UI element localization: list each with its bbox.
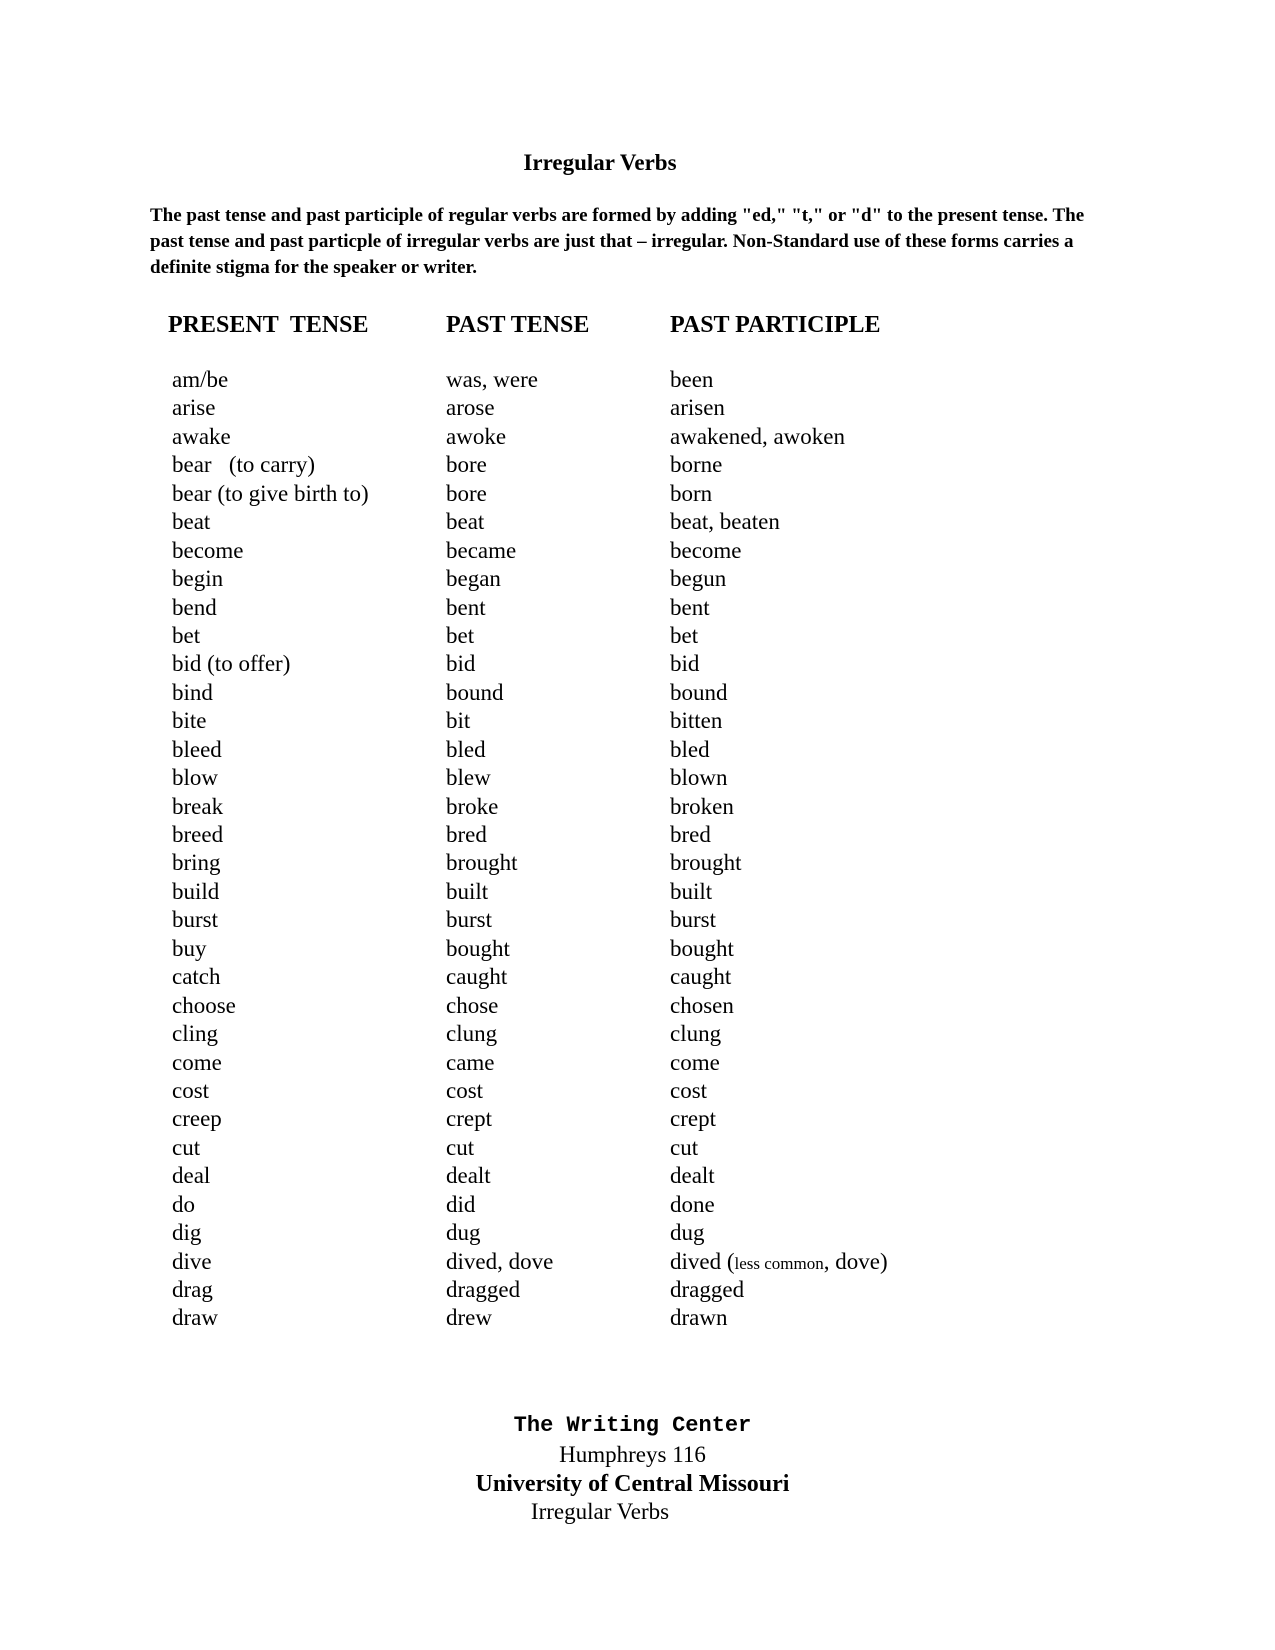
present-tense-cell: catch xyxy=(172,964,221,990)
present-tense-cell: buy xyxy=(172,935,207,961)
present-tense-cell: beat xyxy=(172,509,211,535)
past-tense-cell: bore xyxy=(446,452,487,478)
past-participle-cell: arisen xyxy=(670,395,725,421)
present-tense-cell: cut xyxy=(172,1134,201,1160)
past-tense-cell: bet xyxy=(446,622,475,648)
past-tense-cell: dived, dove xyxy=(446,1248,554,1274)
present-tense-cell: build xyxy=(172,878,220,904)
present-tense-cell: bend xyxy=(172,594,217,620)
past-tense-cell: drew xyxy=(446,1305,492,1331)
past-tense-cell: beat xyxy=(446,509,485,535)
past-tense-cell: clung xyxy=(446,1021,498,1047)
past-participle-cell: built xyxy=(670,878,713,904)
present-tense-cell: do xyxy=(172,1191,195,1217)
present-tense-cell: creep xyxy=(172,1106,222,1132)
past-participle-cell: dealt xyxy=(670,1163,715,1189)
past-tense-cell: cost xyxy=(446,1077,484,1103)
intro-paragraph: The past tense and past participle of regular verbs are formed by adding "ed," "t," or "d" to the present tense. The past tense and past particple of irregular verbs are just that – irregular. Non-Standard use of these forms carries a definite stigma for the speaker or writer. xyxy=(150,205,1085,278)
past-participle-cell: caught xyxy=(670,964,732,990)
past-participle-text-end: , dove) xyxy=(823,1248,888,1274)
past-tense-cell: became xyxy=(446,537,517,563)
past-tense-cell: bound xyxy=(446,679,504,705)
present-tense-cell: become xyxy=(172,537,244,563)
past-participle-column xyxy=(670,366,888,1333)
page-title: Irregular Verbs xyxy=(523,150,677,175)
present-tense-cell: blow xyxy=(172,765,218,791)
past-participle-cell: bent xyxy=(670,594,710,620)
present-tense-cell: arise xyxy=(172,395,216,421)
present-tense-cell: bear (to carry) xyxy=(172,452,316,478)
past-tense-cell: bore xyxy=(446,480,487,506)
present-tense-cell: cost xyxy=(172,1077,210,1103)
header-present-tense: PRESENT TENSE xyxy=(168,312,369,338)
past-participle-cell: brought xyxy=(670,850,742,876)
present-tense-cell: drag xyxy=(172,1277,213,1302)
past-participle-cell: awakened, awoken xyxy=(670,423,845,449)
past-participle-cell xyxy=(670,1248,888,1276)
present-tense-cell: bid (to offer) xyxy=(172,651,291,677)
footer-document-name: Irregular Verbs xyxy=(530,1499,670,1524)
present-tense-cell: bear (to give birth to) xyxy=(172,480,369,506)
past-tense-cell: dragged xyxy=(446,1277,521,1302)
present-tense-cell: bite xyxy=(172,708,207,734)
past-tense-cell: blew xyxy=(446,765,491,791)
header-past-tense: PAST TENSE xyxy=(446,312,590,338)
present-tense-cell: bring xyxy=(172,850,221,876)
footer-writing-center: The Writing Center xyxy=(513,1413,752,1438)
present-tense-cell: awake xyxy=(172,423,231,449)
past-tense-cell: bent xyxy=(446,594,486,620)
present-tense-cell: dive xyxy=(172,1248,212,1274)
past-tense-cell: bled xyxy=(446,736,486,762)
past-tense-cell: arose xyxy=(446,395,495,421)
past-tense-cell: burst xyxy=(446,907,492,933)
past-participle-cell: begun xyxy=(670,566,727,592)
present-tense-cell: bind xyxy=(172,679,213,705)
past-tense-cell: crept xyxy=(446,1106,492,1132)
present-tense-cell: break xyxy=(172,793,224,819)
past-participle-cell: cut xyxy=(670,1134,699,1160)
past-participle-cell: bought xyxy=(670,935,734,961)
past-tense-cell: chose xyxy=(446,992,499,1018)
past-tense-cell: bought xyxy=(446,935,510,961)
present-tense-cell: am/be xyxy=(172,367,229,392)
past-participle-cell: bet xyxy=(670,622,699,648)
header-past-participle: PAST PARTICIPLE xyxy=(670,312,881,338)
present-tense-cell: burst xyxy=(172,907,218,933)
past-participle-cell: blown xyxy=(670,765,728,791)
present-tense-column xyxy=(172,366,369,1333)
past-tense-cell: awoke xyxy=(446,423,507,449)
footer-location: Humphreys 116 xyxy=(559,1442,706,1467)
past-tense-cell: bit xyxy=(446,708,471,734)
past-participle-cell: bred xyxy=(670,822,711,847)
past-tense-column xyxy=(446,366,553,1333)
past-participle-cell: dug xyxy=(670,1220,705,1246)
past-tense-cell: bid xyxy=(446,651,476,677)
past-tense-cell: dealt xyxy=(446,1163,491,1189)
present-tense-cell: choose xyxy=(172,992,236,1018)
past-participle-cell: bled xyxy=(670,736,710,762)
past-participle-cell: bid xyxy=(670,651,700,677)
past-participle-cell: bound xyxy=(670,679,728,705)
present-tense-cell: bet xyxy=(172,622,201,648)
past-participle-cell: bitten xyxy=(670,708,723,734)
past-participle-cell: burst xyxy=(670,907,716,933)
past-participle-cell: dragged xyxy=(670,1277,745,1302)
past-participle-cell: broken xyxy=(670,793,734,819)
past-participle-cell: drawn xyxy=(670,1305,728,1331)
past-tense-cell: bred xyxy=(446,822,487,847)
past-participle-cell: beat, beaten xyxy=(670,509,780,535)
past-tense-cell: brought xyxy=(446,850,518,876)
past-participle-cell: done xyxy=(670,1191,715,1217)
past-tense-cell: caught xyxy=(446,964,508,990)
past-tense-cell: broke xyxy=(446,793,499,819)
past-tense-cell: dug xyxy=(446,1220,481,1246)
past-participle-cell: borne xyxy=(670,452,723,478)
present-tense-cell: begin xyxy=(172,566,224,592)
past-tense-cell: came xyxy=(446,1049,495,1075)
past-tense-cell: began xyxy=(446,566,501,592)
present-tense-cell: come xyxy=(172,1049,222,1075)
present-tense-cell: dig xyxy=(172,1220,202,1246)
past-tense-cell: was, were xyxy=(446,367,538,392)
past-participle-cell: come xyxy=(670,1049,720,1075)
past-tense-cell: built xyxy=(446,878,489,904)
past-participle-note: less common xyxy=(734,1253,824,1273)
past-participle-cell: become xyxy=(670,537,742,563)
past-participle-cell: chosen xyxy=(670,992,734,1018)
present-tense-cell: draw xyxy=(172,1305,218,1331)
past-tense-cell: cut xyxy=(446,1134,475,1160)
past-participle-cell: cost xyxy=(670,1077,708,1103)
past-participle-cell: been xyxy=(670,367,714,392)
past-participle-cell: clung xyxy=(670,1021,722,1047)
past-participle-cell: born xyxy=(670,480,713,506)
past-participle-cell: crept xyxy=(670,1106,716,1132)
past-participle-text: dived ( xyxy=(670,1248,735,1274)
present-tense-cell: bleed xyxy=(172,736,222,762)
present-tense-cell: deal xyxy=(172,1163,211,1189)
present-tense-cell: breed xyxy=(172,822,224,847)
past-tense-cell: did xyxy=(446,1191,476,1217)
present-tense-cell: cling xyxy=(172,1021,218,1047)
footer-university: University of Central Missouri xyxy=(475,1471,790,1497)
